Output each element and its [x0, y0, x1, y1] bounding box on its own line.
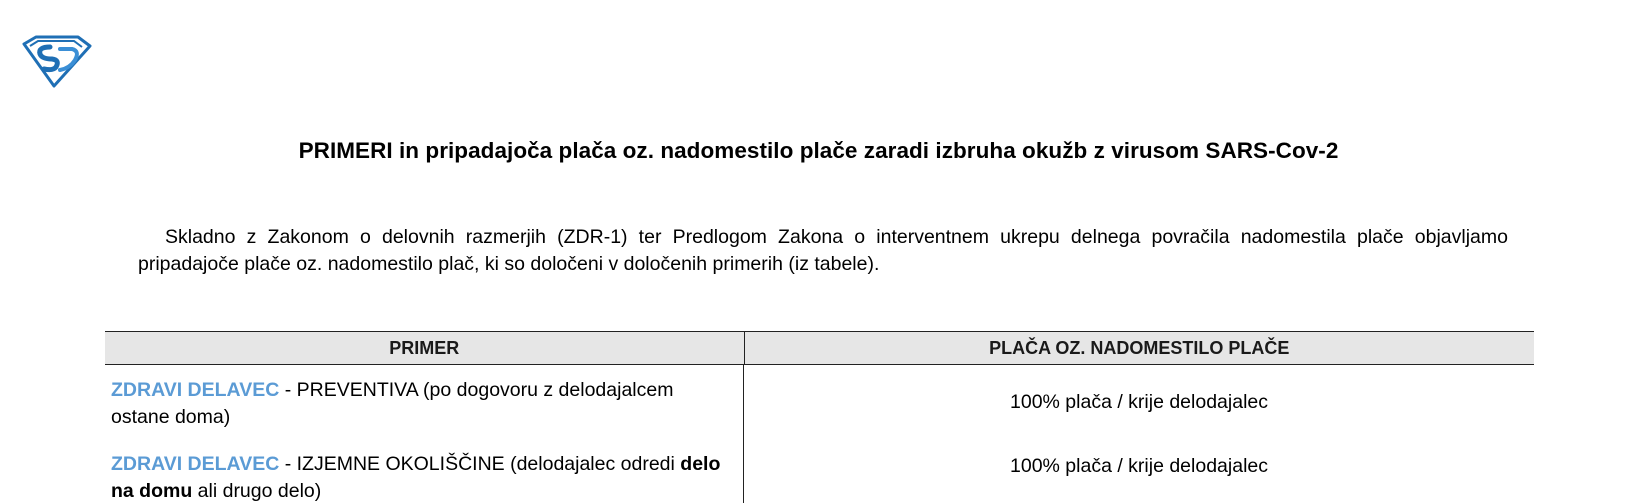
header-primer: PRIMER — [105, 332, 745, 364]
case-cell — [105, 365, 744, 439]
document-title: PRIMERI in pripadajoča plača oz. nadomestilo plače zaradi izbruha okužb z virusom SARS-Cov-2 — [298, 138, 1339, 163]
case-bold-text: delo na domu — [111, 453, 721, 502]
intro-paragraph: Skladno z Zakonom o delovnih razmerjih (ZDR-1) ter Predlogom Zakona o interventnem ukrepu delnega povračila nadomestila plače objavljamo pripadajoče plače oz. nadomestilo plač, ki so določeni v določenih primerih (iz tabele). — [138, 226, 1508, 275]
table-row — [105, 365, 1534, 439]
table-header-row — [105, 331, 1534, 365]
case-lead: ZDRAVI DELAVEC — [111, 379, 280, 401]
case-text: - IZJEMNE OKOLIŠČINE (delodajalec odredi — [279, 453, 681, 475]
pay-cell: 100% plača / krije delodajalec — [1010, 455, 1268, 477]
cases-table — [105, 331, 1534, 503]
shield-logo-icon — [20, 34, 92, 88]
case-text: - PREVENTIVA (po dogovoru z delodajalcem ostane doma) — [111, 379, 674, 428]
case-cell — [105, 439, 744, 503]
case-text-end: ali drugo delo) — [192, 480, 322, 502]
pay-cell: 100% plača / krije delodajalec — [1010, 390, 1268, 413]
case-lead: ZDRAVI DELAVEC — [111, 453, 280, 475]
table-row — [105, 439, 1534, 503]
header-placa: PLAČA OZ. NADOMESTILO PLAČE — [989, 337, 1290, 358]
